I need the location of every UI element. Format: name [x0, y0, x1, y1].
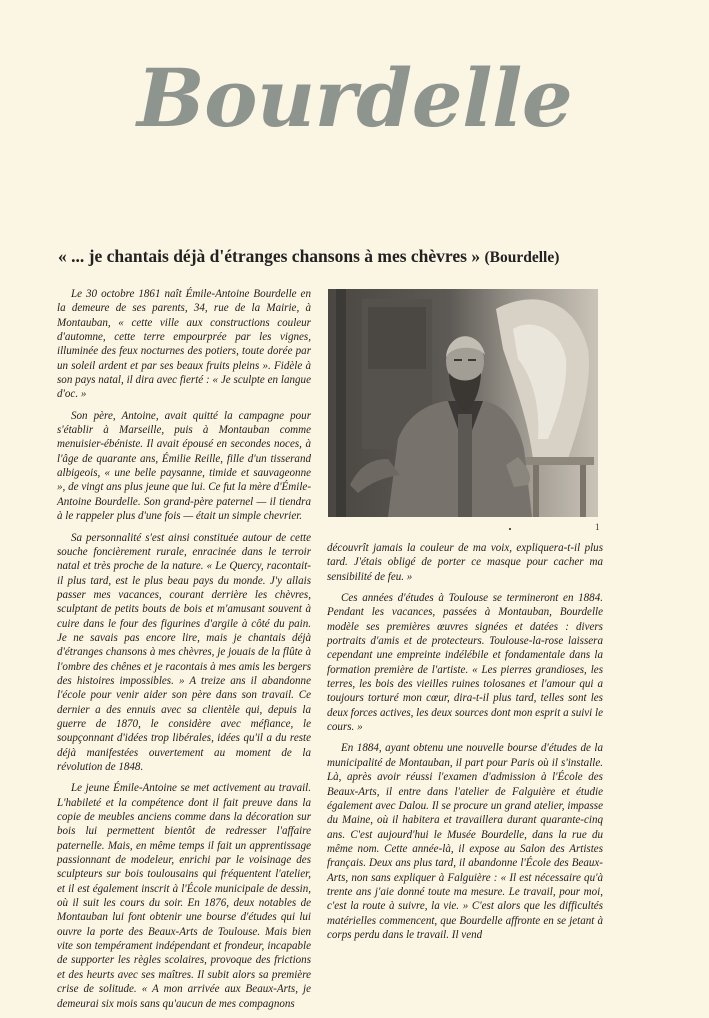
chapter-subtitle — [58, 246, 678, 267]
photograph-image — [328, 289, 598, 517]
paragraph: Ces années d'études à Toulouse se termineront en 1884. Pendant les vacances, passées à Montauban, Bourdelle modèle ses premières œuvres signées et datées : divers portraits d'amis et de protecteurs. Toulouse-la-rose laissera cependant une empreinte indélébile et fondamentale dans la formation première de l'artiste. « Les pierres grandioses, les terres, les bois des vieilles ruines tolosanes et l'amour qui a toujours torturé mon cœur, dira-t-il plus tard, telles sont les deux forces actives, les deux sources dont mon esprit a suivi le cours. » — [327, 592, 603, 734]
subtitle-quote: « ... je chantais déjà d'étranges chansons à mes chèvres » — [58, 246, 481, 266]
paragraph: découvrît jamais la couleur de ma voix, expliquera-t-il plus tard. J'étais obligé de porter ce masque pour cacher ma sensibilité de feu. » — [327, 542, 603, 583]
right-column — [327, 541, 603, 949]
paragraph: En 1884, ayant obtenu une nouvelle bourse d'études de la municipalité de Montauban, il part pour Paris où il s'installe. Là, après avoir réussi l'examen d'admission à l'École des Beaux-Arts, il entre dans l'atelier de Falguière et étudie également avec Dalou. Il se procure un grand atelier, impasse du Maine, où il habitera et travaillera durant quarante-cinq ans. C'est aujourd'hui le Musée Bourdelle, dans la rue du même nom. Cette année-là, il expose au Salon des Artistes français. Deux ans plus tard, il abandonne l'École des Beaux-Arts, non sans expliquer à Falguière : « Il est nécessaire qu'à trente ans j'aie donné toute ma mesure. Le travail, pour moi, c'est la route à suivre, la vie. » C'est alors que les difficultés matérielles commencent, que Bourdelle affronte en se jetant à corps perdu dans le travail. Il vend — [327, 742, 603, 941]
paragraph: Le 30 octobre 1861 naît Émile-Antoine Bourdelle en la demeure de ses parents, 34, rue de la Mairie, à Montauban, « cette ville aux constructions couleur d'automne, cette terre empourprée par les vignes, illuminée des feux nocturnes des potiers, toute dorée par un soleil ardent et par ses beaux fruits pleins ». Fidèle à son pays natal, il dira avec fierté : « Je sculpte en langue d'oc. » — [57, 288, 311, 401]
figure-number: 1 — [595, 522, 600, 532]
paragraph: Son père, Antoine, avait quitté la campagne pour s'établir à Marseille, puis à Montauban comme menuisier-ébéniste. Il avait épousé en secondes noces, à l'âge de quarante ans, Émilie Reille, fille d'un tisserand albigeois, « une belle paysanne, timide et sauvageonne », de vingt ans plus jeune que lui. Ce fut la mère d'Émile-Antoine Bourdelle. Son grand-père paternel — il tiendra à le rappeler plus d'une fois — était un simple chevrier. — [57, 409, 311, 523]
subtitle-attribution: (Bourdelle) — [484, 249, 560, 266]
photograph — [328, 289, 598, 517]
photo-mark — [509, 528, 511, 530]
page-title: Bourdelle — [137, 51, 573, 145]
paragraph: Sa personnalité s'est ainsi constituée autour de cette souche foncièrement rurale, enracinée dans le terroir natal et très proche de la nature. « Le Quercy, racontait-il plus tard, est le plus beau pays du monde. J'y allais passer mes vacances, courant derrière les chèvres, sculptant de petits bouts de bois et m'amusant souvent à cuire dans le four des figurines d'argile à côté du pain. Je ne savais pas encore lire, mais je chantais déjà d'étranges chansons à mes chèvres, je jouais de la flûte à l'ombre des chênes et je racontais à mes amis les bergers des histoires impossibles. » A treize ans il abandonne l'école pour venir aider son père dans son travail. Ce dernier a des ennuis avec sa clientèle qui, depuis la guerre de 1870, le considère avec méfiance, le soupçonnant d'idées trop libérales, idées qu'il a du reste déjà manifestées ouvertement au moment de la révolution de 1848. — [57, 531, 311, 773]
left-column — [57, 287, 311, 1018]
paragraph: Le jeune Émile-Antoine se met activement au travail. L'habileté et la compétence dont il fait preuve dans la copie de meubles anciens comme dans la décoration sur bois lui permettent bientôt de redresser l'affaire paternelle. Mais, en même temps il fait un apprentissage passionnant de modeleur, enrichi par le voisinage des sculpteurs sur bois toulousains qui fréquentent l'atelier, et il est également inscrit à l'École municipale de dessin, où il suit les cours du soir. En 1876, deux notables de Montauban lui font obtenir une bourse d'études qui lui ouvre la porte des Beaux-Arts de Toulouse. Mais bien vite son tempérament indépendant et frondeur, incapable de supporter les règles scolaires, provoque des frictions et des heurts avec ses maîtres. Il subit alors sa première crise de solitude. « A mon arrivée aux Beaux-Arts, je demeurai six mois sans qu'aucun de mes compagnons — [57, 782, 311, 1010]
